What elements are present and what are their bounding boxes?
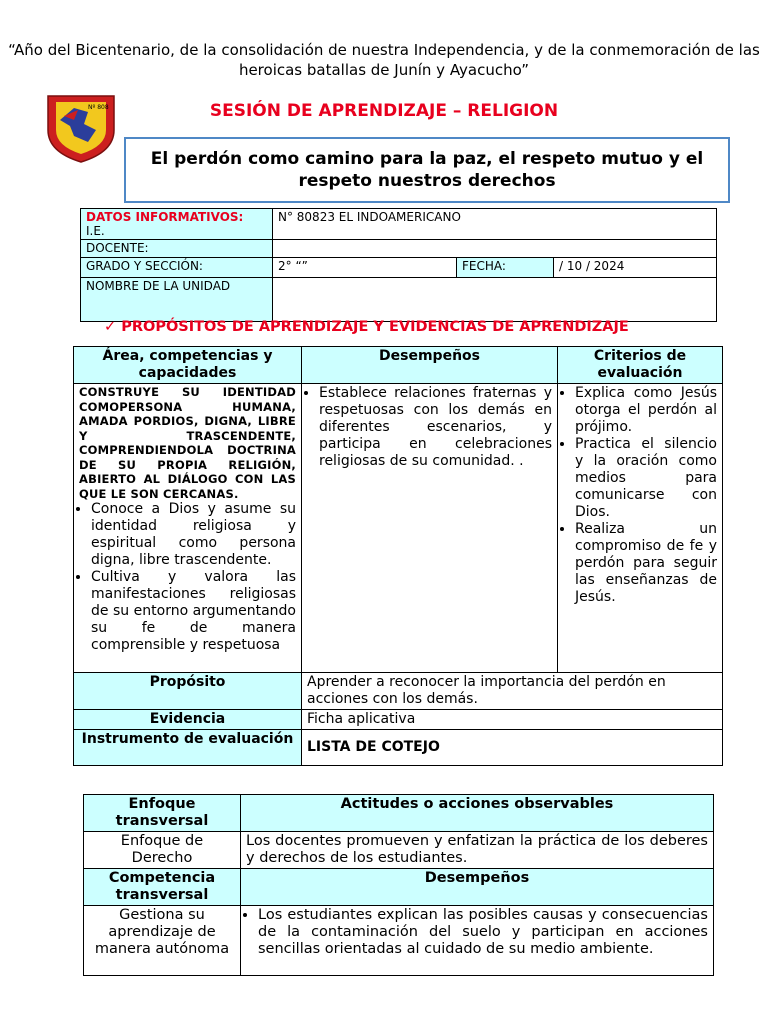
ie-label-cell: [81, 209, 273, 240]
ie-label: I.E.: [86, 224, 105, 238]
actitudes-header: Actitudes o acciones observables: [241, 795, 714, 832]
ie-value: N° 80823 EL INDOAMERICANO: [273, 209, 717, 240]
performance-item: • Establece relaciones fraternas y respetuosas con los demás en diferentes escenarios, y participa en celebraciones religiosas de su comunidad. .: [319, 385, 552, 470]
performance-cell: [302, 384, 558, 673]
general-info-table: [80, 208, 717, 322]
competency-cell: [74, 384, 302, 673]
criteria-cell: [558, 384, 723, 673]
criteria-item: • Realiza un compromiso de fe y perdón para seguir las enseñanzas de Jesús.: [575, 521, 717, 606]
datos-informativos-label: DATOS INFORMATIVOS:: [86, 210, 244, 224]
evidencia-label: Evidencia: [74, 710, 302, 730]
criteria-item: • Practica el silencio y la oración como medios para comunicarse con Dios.: [575, 436, 717, 521]
area-header: Área, competencias y capacidades: [74, 347, 302, 384]
fecha-label: FECHA:: [457, 258, 554, 278]
actitudes-value: Los docentes promueven y enfatizan la práctica de los deberes y derechos de los estudiantes.: [241, 832, 714, 869]
proposito-label: Propósito: [74, 673, 302, 710]
svg-text:Nº 808: Nº 808: [88, 104, 109, 111]
enfoque-value: Enfoque de Derecho: [84, 832, 241, 869]
transversal-table: [83, 794, 714, 976]
criterios-header: Criterios de evaluación: [558, 347, 723, 384]
instrumento-label: Instrumento de evaluación: [74, 730, 302, 766]
motto-text: “Año del Bicentenario, de la consolidación de nuestra Independencia, y de la conmemoración de las heroicas batallas de Junín y Ayacucho”: [8, 41, 760, 79]
proposito-value: Aprender a reconocer la importancia del perdón en acciones con los demás.: [302, 673, 723, 710]
session-title: SESIÓN DE APRENDIZAJE – RELIGION: [209, 101, 559, 121]
desempenos-transversal-cell: [241, 906, 714, 976]
fecha-value: / 10 / 2024: [554, 258, 717, 278]
competency-text: CONSTRUYE SU IDENTIDAD COMOPERSONA HUMANA, AMADA PORDIOS, DIGNA, LIBRE Y TRASCENDENTE, COMPRENDIENDOLA DOCTRINA DE SU PROPIA RELIGIÓN, ABIERTO AL DIÁLOGO CON LAS QUE LE SON CERCANAS.: [79, 385, 296, 501]
unidad-label: NOMBRE DE LA UNIDAD: [81, 278, 273, 322]
topic-title-box: [124, 137, 730, 203]
purposes-table: [73, 346, 723, 766]
desempenos-transversal-header: Desempeños: [241, 869, 714, 906]
criteria-item: • Explica como Jesús otorga el perdón al prójimo.: [575, 385, 717, 436]
checkmark-icon: ✓: [104, 319, 117, 335]
capacity-item: • Cultiva y valora las manifestaciones religiosas de su entorno argumentando su fe de manera comprensible y respetuosa: [91, 569, 296, 654]
unidad-value: [273, 278, 717, 322]
competencia-header: Competencia transversal: [84, 869, 241, 906]
instrumento-value: LISTA DE COTEJO: [302, 730, 723, 766]
grado-value: 2° “”: [273, 258, 457, 278]
topic-title: El perdón como camino para la paz, el respeto mutuo y el respeto nuestros derechos: [150, 149, 704, 191]
docente-label: DOCENTE:: [81, 240, 273, 258]
docente-value: [273, 240, 717, 258]
competencia-value: Gestiona su aprendizaje de manera autónoma: [84, 906, 241, 976]
evidencia-value: Ficha aplicativa: [302, 710, 723, 730]
purposes-heading-text: PROPÓSITOS DE APRENDIZAJE Y EVIDENCIAS DE APRENDIZAJE: [121, 319, 629, 335]
desempenos-header: Desempeños: [302, 347, 558, 384]
grado-label: GRADO Y SECCIÓN:: [81, 258, 273, 278]
enfoque-header: Enfoque transversal: [84, 795, 241, 832]
capacity-item: • Conoce a Dios y asume su identidad religiosa y espiritual como persona digna, libre trascendente.: [91, 501, 296, 569]
desempenos-transversal-item: • Los estudiantes explican las posibles causas y consecuencias de la contaminación del suelo y participan en acciones sencillas orientadas al cuidado de su medio ambiente.: [258, 907, 708, 958]
purposes-heading: [104, 319, 629, 335]
